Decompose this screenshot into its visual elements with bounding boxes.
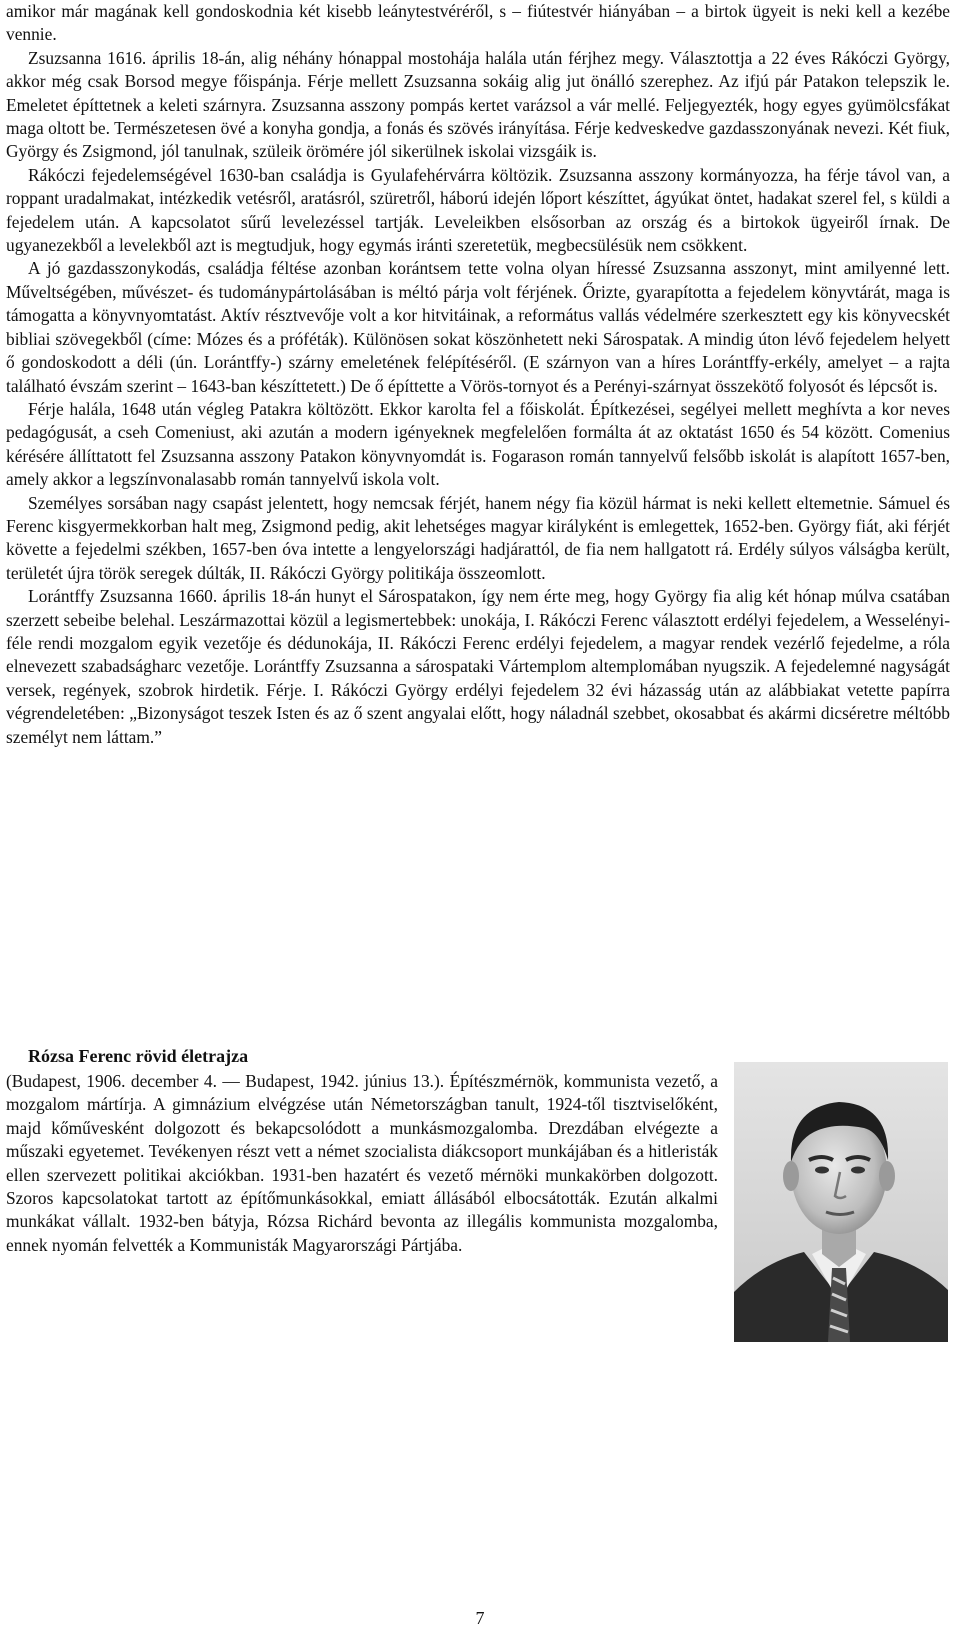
portrait-photo-icon	[734, 1062, 948, 1342]
paragraph: Személyes sorsában nagy csapást jelentett, hogy nemcsak férjét, hanem négy fia közül hármat is neki kellett eltemetnie. Sámuel és Ferenc kisgyermekkorban halt meg, Zsigmond pedig, akit lehetséges magyar királyként is emlegettek, 1652-ben. György fiát, aki férjét követte a fejedelmi székben, 1657-ben óva intette a lengyelországi hadjárattól, de fia nem hallgatott rá. Erdély súlyos válságba került, területét újra török seregek dúlták, II. Rákóczi György politikája összeomlott.	[6, 492, 950, 583]
paragraph: amikor már magának kell gondoskodnia két kisebb leánytestvéréről, s – fiútestvér hiányában – a birtok ügyeit is neki kell a kezébe vennie.	[6, 1, 950, 45]
paragraph: Rákóczi fejedelemségével 1630-ban családja is Gyulafehérvárra költözik. Zsuzsanna asszony kormányozza, ha férje távol van, a roppant uradalmakat, intézkedik vetésről, aratásról, szüretről, háború idején lőport készíttet, ágyúkat öntet, hadakat szerel fel, s küldi a fejedelem után. A kapcsolatot sűrű levelezéssel tartják. Leveleikben elsősorban az ország és a birtokok ügyeiről írnak. De ugyanezekből a levelekből azt is megtudjuk, hogy egymás iránti szeretetük, megbecsülésük nem csökkent.	[6, 164, 950, 256]
page-number: 7	[475, 1608, 485, 1628]
article-body	[6, 0, 950, 749]
portrait-photo	[734, 1062, 948, 1342]
bio-title: Rózsa Ferenc rövid életrajza	[28, 1046, 249, 1066]
paragraph: Lorántffy Zsuzsanna 1660. április 18-án hunyt el Sárospatakon, így nem érte meg, hogy György fia alig két hónap múlva csatában szerzett sebeibe belehal. Leszármazottai közül a legismertebbek: unokája, I. Rákóczi Ferenc választott erdélyi fejedelem, a Wesselényi-féle rendi mozgalom egyik vezetője és dédunokája, II. Rákóczi Ferenc erdélyi fejedelem, a magyar rendek vezérlő fejedelme, a róla elnevezett szabadságharc vezetője. Lorántffy Zsuzsanna a sárospataki Vártemplom altemplomában nyugszik. A fejedelemné nagyságát versek, regények, szobrok hirdetik. Férje. I. Rákóczi György erdélyi fejedelem 32 évi házasság után az alábbiakat vetette papírra végrendeletében: „Bizonyságot teszek Isten és az ő szent angyalai előtt, hogy náladnál szebbet, okosabbat és akármi dicséretre méltóbb személyt nem láttam.”	[6, 586, 950, 747]
paragraph: Férje halála, 1648 után végleg Patakra költözött. Ekkor karolta fel a főiskolát. Építkezései, segélyei mellett meghívta a kor neves pedagógusát, a cseh Comeniust, aki azután a modern igényeknek megfelelően formálta át az oktatást 1650 és 54 között. Comenius kérésére állíttatott fel Zsuzsanna asszony Patakon könyvnyomdát is. Fogarason román tannyelvű felsőbb iskolát is alapított 1657-ben, amely akkor a legszínvonalasabb román tannyelvű iskola volt.	[6, 398, 950, 490]
paragraph: Zsuzsanna 1616. április 18-án, alig néhány hónappal mostohája halála után férjhez megy. Választottja a 22 éves Rákóczi György, akkor még csak Borsod megye főispánja. Férje mellett Zsuzsanna sokáig alig jut önálló szerephez. Az ifjú pár Patakon telepszik le. Emeletet építtetnek a keleti szárnyra. Zsuzsanna asszony pompás kertet varázsol a vár mellé. Feljegyezték, hogy egyes gyümölcsfákat maga oltott be. Természetesen övé a konyha gondja, a fonás és szövés irányítása. Férje kedveskedve gazdasszonyának nevezi. Két fiuk, György és Zsigmond, jól tanulnak, szüleik örömére jól sikerülnek iskolai vizsgáik is.	[6, 47, 950, 162]
paragraph: A jó gazdasszonykodás, családja féltése azonban korántsem tette volna olyan híressé Zsuzsanna asszonyt, mint amilyenné lett. Műveltségében, művészet- és tudománypártolásában is méltó párja volt férjének. Őrizte, gyarapította a fejedelem könyvtárát, maga is támogatta a könyvnyomtatást. Aktív résztvevője volt a kor hitvitáinak, a református vallás védelmére szerkesztett egy kis könyvecskét bibliai szövegekből (címe: Mózes és a próféták). Különösen sokat köszönhetett neki Sárospatak. A mindig úton lévő fejedelem helyett ő gondoskodott a déli (ún. Lorántffy-) szárny emeletének felépítéséről. (E szárnyon van a híres Lorántffy-erkély, amelyet – a rajta található évszám szerint – 1643-ban készíttetett.) De ő építtette a Vörös-tornyot és a Perényi-szárnyat összekötő folyosót és lépcsőt is.	[6, 258, 950, 396]
bio-text-column	[6, 1070, 718, 1257]
bio-paragraph: (Budapest, 1906. december 4. — Budapest, 1942. június 13.). Építészmérnök, kommunista vezető, a mozgalom mártírja. A gimnázium elvégzése után Németországban tanult, 1924-től tisztviselőként, majd kőművesként dolgozott és bekapcsolódott a munkásmozgalomba. Drezdában elvégezte a műszaki egyetemet. Tevékenyen részt vett a német szocialista diákcsoport munkájában és a hitleristák ellen szervezett politikai akciókban. 1931-ben hazatért és vezető mérnöki munkakörben dolgozott. Szoros kapcsolatokat tartott az építőmunkásokkal, emiatt állásából elbocsátották. Ezután alkalmi munkákat vállalt. 1932-ben bátyja, Rózsa Richárd bevonta az illegális kommunista mozgalomba, ennek nyomán felvették a Kommunisták Magyarországi Pártjába.	[6, 1071, 718, 1255]
